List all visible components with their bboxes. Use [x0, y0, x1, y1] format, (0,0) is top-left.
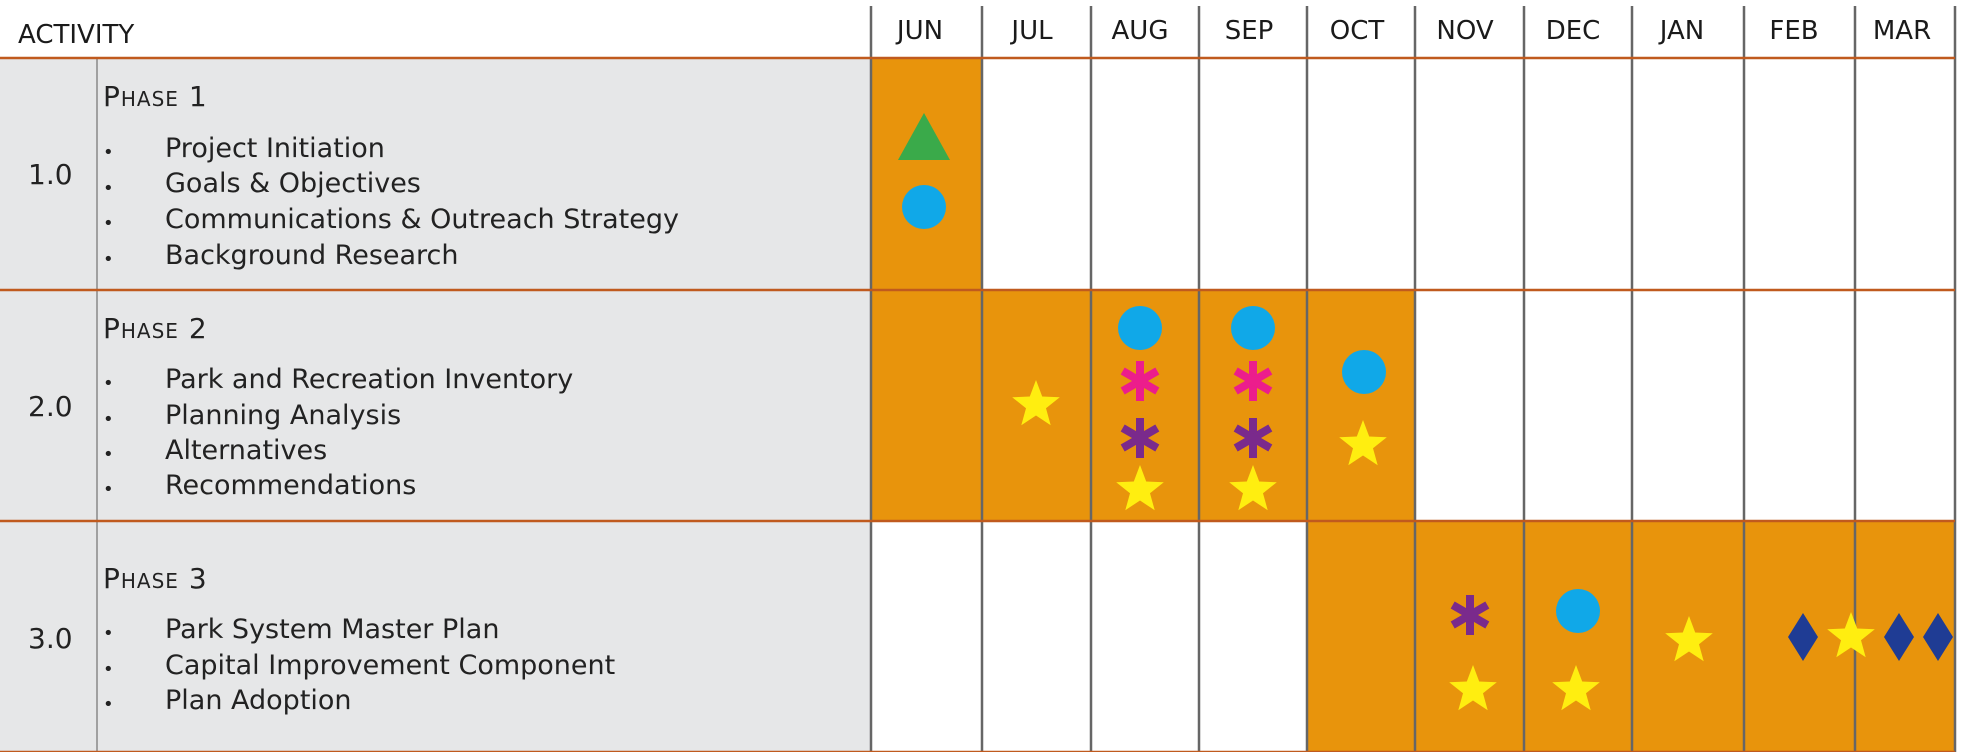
month-header-oct: OCT: [1329, 16, 1385, 46]
bullet-icon: •: [103, 142, 114, 163]
phase-title: Phase 3: [103, 562, 208, 595]
month-header-jul: JUL: [1011, 16, 1053, 46]
month-header-jan: JAN: [1659, 16, 1705, 46]
phase-title: Phase 2: [103, 312, 208, 345]
month-header-nov: NOV: [1436, 16, 1494, 46]
month-header-feb: FEB: [1769, 16, 1819, 46]
circle-icon: [902, 185, 946, 229]
month-header-sep: SEP: [1224, 16, 1274, 46]
bullet-icon: •: [103, 479, 114, 500]
month-header-aug: AUG: [1111, 16, 1169, 46]
month-header-mar: MAR: [1872, 16, 1932, 46]
task-item: Park System Master Plan: [165, 614, 500, 645]
task-item: Background Research: [165, 240, 459, 271]
active-month-cell: [1524, 521, 1632, 752]
task-item: Goals & Objectives: [165, 168, 421, 199]
row-number: 1.0: [28, 158, 73, 191]
bullet-icon: •: [103, 694, 114, 715]
bullet-icon: •: [103, 659, 114, 680]
bullet-icon: •: [103, 409, 114, 430]
task-item: Capital Improvement Component: [165, 650, 616, 681]
bullet-icon: •: [103, 373, 114, 394]
bullet-icon: •: [103, 623, 114, 644]
circle-icon: [1118, 306, 1162, 350]
row-number: 2.0: [28, 390, 73, 423]
month-header-jun: JUN: [896, 16, 944, 46]
task-item: Alternatives: [165, 435, 328, 466]
phase-title: Phase 1: [103, 80, 208, 113]
task-item: Plan Adoption: [165, 685, 352, 716]
row-number: 3.0: [28, 622, 73, 655]
bullet-icon: •: [103, 249, 114, 270]
bullet-icon: •: [103, 213, 114, 234]
activity-header: ACTIVITY: [18, 20, 135, 50]
task-item: Communications & Outreach Strategy: [165, 204, 679, 235]
circle-icon: [1231, 306, 1275, 350]
task-item: Planning Analysis: [165, 400, 402, 431]
task-item: Project Initiation: [165, 133, 385, 164]
bullet-icon: •: [103, 444, 114, 465]
task-item: Park and Recreation Inventory: [165, 364, 574, 395]
active-month-cell: [1307, 290, 1415, 521]
task-item: Recommendations: [165, 470, 417, 501]
circle-icon: [1342, 350, 1386, 394]
active-month-cell: [1307, 521, 1415, 752]
active-month-cell: [871, 290, 982, 521]
active-month-cell: [1415, 521, 1524, 752]
circle-icon: [1556, 589, 1600, 633]
month-header-dec: DEC: [1545, 16, 1601, 46]
active-month-cell: [871, 58, 982, 290]
bullet-icon: •: [103, 178, 114, 199]
